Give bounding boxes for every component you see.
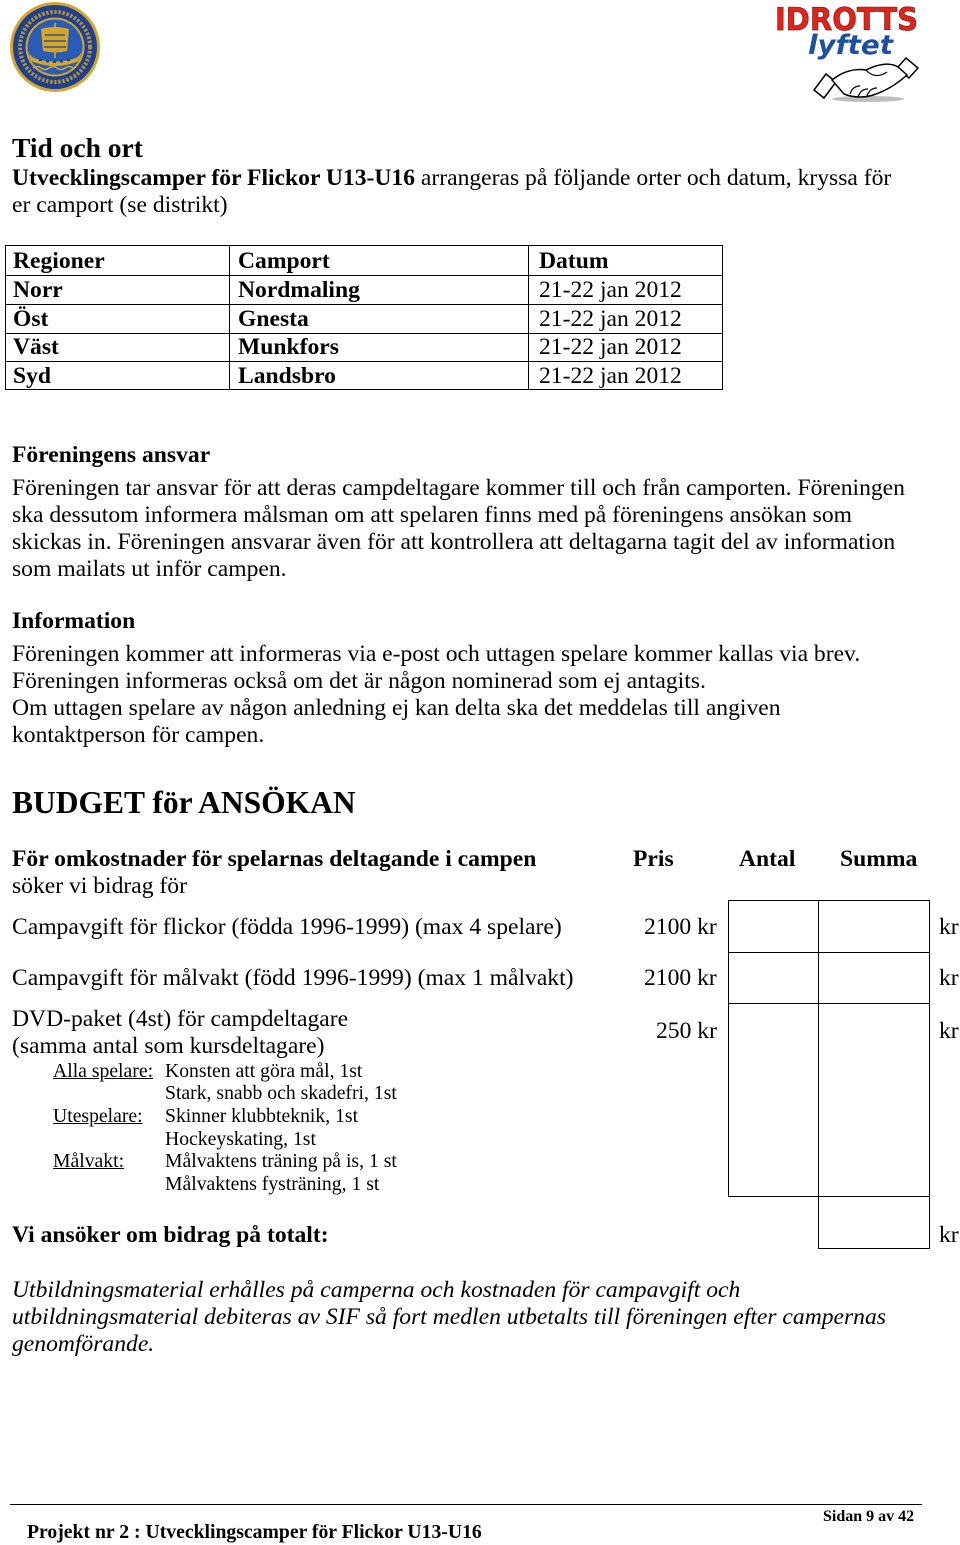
table-header-row [6,246,723,276]
column-header-pris: Pris [633,845,674,872]
budget-description-subheader: söker vi bidrag för [12,872,187,899]
budget-item-description: Campavgift för målvakt (född 1996-1999) (max 1 målvakt) [12,964,574,991]
summa-box [818,900,930,953]
dvd-content-item: Skinner klubbteknik, 1st [165,1104,359,1127]
antal-box [728,952,819,1004]
dvd-content-item: Konsten att göra mål, 1st [165,1059,363,1082]
table-row [6,305,723,334]
camp-locations-table [5,245,723,390]
paragraph-line: skickas in. Föreningen ansvarar även för att kontrollera att deltagarna tagit del av information [12,529,896,556]
table-row [6,276,723,305]
page-number: Sidan 9 av 42 [823,1508,915,1525]
intro-line-2: er camport (se distrikt) [12,191,228,218]
region-cell: Öst [6,305,230,334]
total-box [818,1196,930,1249]
budget-item-unit: kr [939,1017,959,1044]
summa-box [818,952,930,1004]
dvd-content-item: Stark, snabb och skadefri, 1st [165,1082,397,1105]
footer-rule [10,1504,922,1505]
camport-cell: Munkfors [230,333,529,362]
paragraph-line: som mailats ut inför campen. [12,556,287,583]
region-cell: Väst [6,333,230,362]
paragraph-line: kontaktperson för campen. [12,722,265,749]
ship-sail [41,27,69,53]
dvd-group-label-utespelare: Utespelare: [53,1104,143,1127]
region-cell: Syd [6,362,230,390]
budget-item-unit: kr [939,964,959,991]
total-label: Vi ansöker om bidrag på totalt: [12,1221,329,1248]
budget-title: BUDGET för ANSÖKAN [12,785,356,820]
column-header-regioner: Regioner [6,246,230,276]
dvd-group-label-alla-spelare: Alla spelare: [53,1059,154,1082]
intro-camp-name: Utvecklingscamper för Flickor U13-U16 [12,164,416,191]
column-header-camport: Camport [230,246,529,276]
column-header-antal: Antal [739,845,796,872]
paragraph-line: utbildningsmaterial debiteras av SIF så fort medlen utbetalts till föreningen efter campernas [12,1303,886,1330]
section-heading-information: Information [12,607,136,634]
column-header-summa: Summa [840,845,918,872]
logo-wordmark-bottom: lyftet [808,30,895,61]
budget-item-unit: kr [939,913,959,940]
dvd-content-item: Hockeyskating, 1st [165,1127,316,1150]
information-paragraph [12,641,860,750]
budget-description-header: För omkostnader för spelarnas deltagande i campen [12,845,537,872]
total-unit: kr [939,1221,959,1248]
left-cuff [814,74,836,98]
date-cell: 21-22 jan 2012 [529,276,723,305]
date-cell: 21-22 jan 2012 [529,362,723,390]
intro-line-1-text: arrangeras på följande orter och datum, kryssa för [420,164,892,191]
antal-box [728,1003,819,1197]
dvd-content-item: Målvaktens träning på is, 1 st [165,1150,397,1173]
paragraph-line: Föreningen tar ansvar för att deras campdeltagare kommer till och från camporten. Föreningen [12,474,905,501]
paragraph-line: Föreningen kommer att informeras via e-post och uttagen spelare kommer kallas via brev. [12,640,861,667]
section-heading-foreningens-ansvar: Föreningens ansvar [12,441,211,468]
dvd-content-item: Målvaktens fysträning, 1 st [165,1172,380,1195]
budget-item-price: 2100 kr [644,964,717,991]
budget-item-price: 250 kr [656,1017,717,1044]
budget-item-description-line-2: (samma antal som kursdeltagare) [12,1032,325,1059]
table-row [6,362,723,390]
date-cell: 21-22 jan 2012 [529,305,723,334]
logo-wordmark-top: IDROTTS [775,2,918,38]
dvd-group-label-malvakt: Målvakt: [53,1150,125,1173]
paragraph-line: Utbildningsmaterial erhålles på camperna och kostnaden för campavgift och [12,1276,741,1303]
antal-box [728,900,819,953]
foreningens-ansvar-paragraph [12,475,905,584]
budget-item-description: Campavgift för flickor (födda 1996-1999) (max 4 spelare) [12,913,562,940]
camport-cell: Nordmaling [230,276,529,305]
paragraph-line: ska dessutom informera målsman om att spelaren finns med på föreningens ansökan som [12,501,852,528]
camport-cell: Gnesta [230,305,529,334]
idrottslyftet-logo [768,2,922,102]
date-cell: 21-22 jan 2012 [529,333,723,362]
footer-project-title: Projekt nr 2 : Utvecklingscamper för Flickor U13-U16 [27,1521,482,1543]
paragraph-line: genomförande. [12,1331,155,1358]
paragraph-line: Om uttagen spelare av någon anledning ej kan delta ska det meddelas till angiven [12,695,781,722]
paragraph-line: Föreningen informeras också om det är någon nominerad som ej antagits. [12,667,706,694]
table-row [6,333,723,362]
summa-box [818,1003,930,1197]
column-header-datum: Datum [529,246,723,276]
region-cell: Norr [6,276,230,305]
budget-item-description: DVD-paket (4st) för campdeltagare [12,1005,349,1032]
intro-line-1 [12,165,891,192]
camport-cell: Landsbro [230,362,529,390]
handshake-icon [814,58,918,102]
seal-logo-icon [9,1,101,93]
section-heading-tid-och-ort: Tid och ort [12,132,143,163]
note-paragraph [12,1277,886,1359]
budget-item-price: 2100 kr [644,913,717,940]
